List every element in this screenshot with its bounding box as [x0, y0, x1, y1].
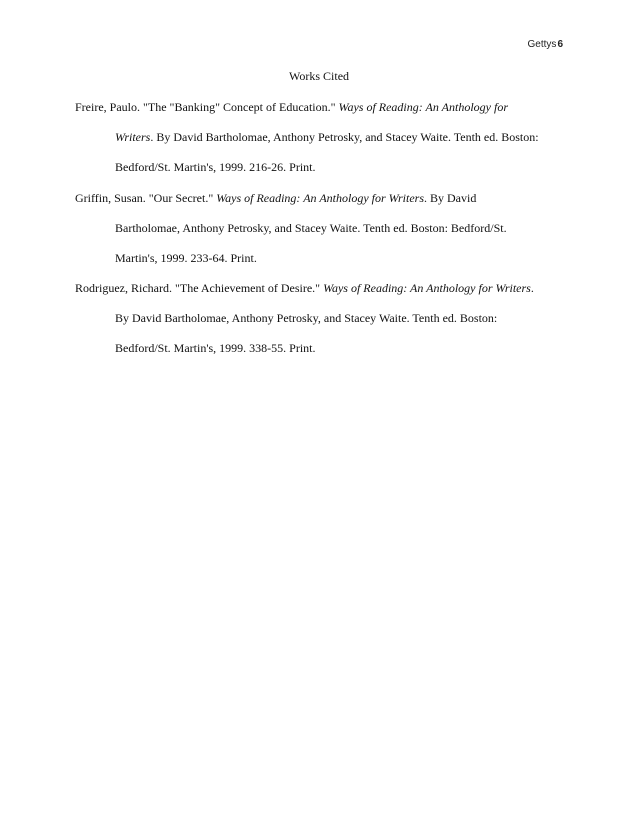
- citation-source-title: Writers: [115, 130, 151, 144]
- citation-text: Bartholomae, Anthony Petrosky, and Stacey Waite. Tenth ed. Boston: Bedford/St.: [115, 221, 507, 235]
- citation-rodriguez-line-3: [115, 341, 316, 355]
- citation-griffin-line-3: [115, 251, 257, 265]
- running-header: [528, 39, 563, 50]
- citation-text: . By David: [424, 191, 477, 205]
- citation-source-title: Ways of Reading: An Anthology for Writers: [216, 191, 424, 205]
- header-author: Gettys: [527, 39, 557, 50]
- header-page-number: 6: [557, 39, 563, 50]
- citation-freire-line-3: [115, 160, 316, 174]
- citation-rodriguez-line-1: [75, 281, 534, 295]
- citation-freire-line-1: [75, 100, 508, 114]
- citation-text: Freire, Paulo. "The "Banking" Concept of Education.": [75, 100, 339, 114]
- citation-griffin-line-2: [115, 221, 507, 235]
- citation-text: .: [530, 281, 534, 295]
- citation-text: . By David Bartholomae, Anthony Petrosky, and Stacey Waite. Tenth ed. Boston:: [150, 130, 539, 144]
- citation-text: Rodriguez, Richard. "The Achievement of Desire.": [75, 281, 324, 295]
- citation-text: Bedford/St. Martin's, 1999. 216-26. Print.: [115, 160, 316, 174]
- citation-text: Griffin, Susan. "Our Secret.": [75, 191, 217, 205]
- citation-text: Bedford/St. Martin's, 1999. 338-55. Print.: [115, 341, 316, 355]
- page-title: Works Cited: [288, 69, 350, 83]
- citation-freire-line-2: [115, 130, 539, 144]
- citation-text: Martin's, 1999. 233-64. Print.: [115, 251, 257, 265]
- citation-rodriguez-line-2: [115, 311, 497, 325]
- citation-griffin-line-1: [75, 191, 476, 205]
- citation-text: By David Bartholomae, Anthony Petrosky, and Stacey Waite. Tenth ed. Boston:: [115, 311, 498, 325]
- citation-source-title: Ways of Reading: An Anthology for: [338, 100, 508, 114]
- citation-source-title: Ways of Reading: An Anthology for Writers: [323, 281, 531, 295]
